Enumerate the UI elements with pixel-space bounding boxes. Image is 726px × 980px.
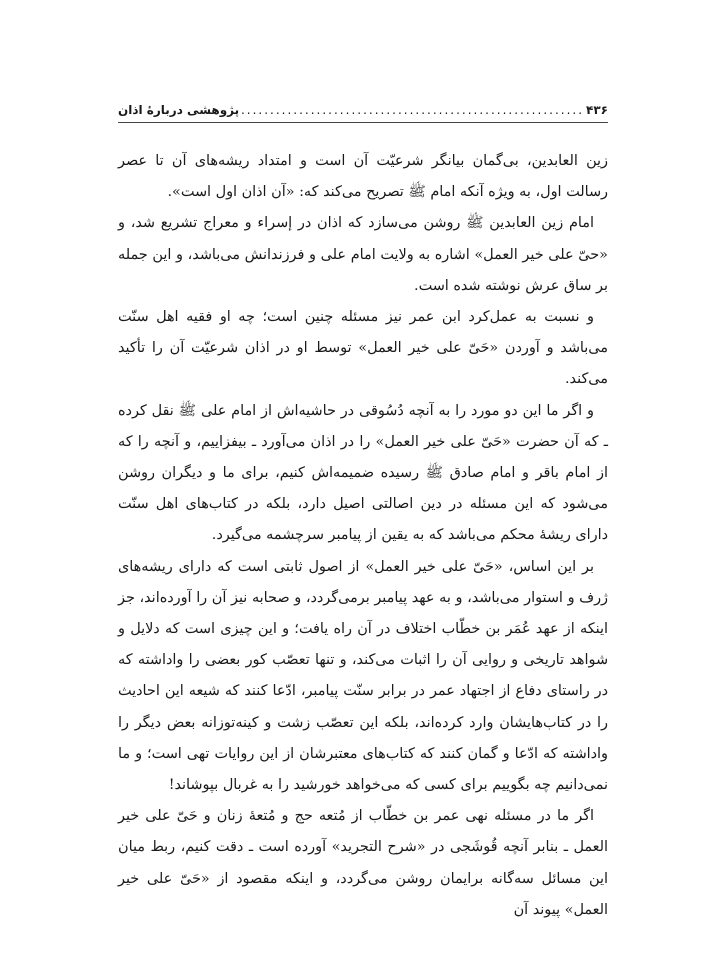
paragraph: و نسبت به عمل‌کرد ابن عمر نیز مسئله چنین است؛ چه او فقیه اهل سنّت می‌باشد و آوردن «حَیّ علی خیر العمل» توسط او در اذان شرعیّت آن را تأکید می‌کند. <box>118 309 608 388</box>
page-number: ۴۳۶ <box>586 103 608 117</box>
paragraph: بر این اساس، «حَیّ علی خیر العمل» از اصول ثابتی است که دارای ریشه‌های ژرف و استوار می‌باشد، و به عهد پیامبر برمی‌گردد، و صحابه نیز آن را آورده‌اند، جز اینکه از عهد عُمَر بن خطّاب اختلاف در آن راه یافت؛ و این چیزی است که دلایل و شواهد تاریخی و روایی آن را اثبات می‌کند، و تنها تعصّب کور بعضی را واداشته که در راستای دفاع از اجتهاد عمر در برابر سنّت پیامبر، ادّعا کنند که شیعه این احادیث را در کتاب‌هایشان وارد کرده‌اند، بلکه این تعصّب زشت و کینه‌توزانه بعض دیگر را واداشته که ادّعا و گمان کنند که کتاب‌های معتبرشان از این روایات تهی است؛ و ما نمی‌دانیم چه بگوییم برای کسی که می‌خواهد خورشید را به غربال بپوشاند! <box>118 558 608 794</box>
body-text <box>118 146 608 926</box>
running-header <box>118 103 608 117</box>
paragraph: اگر ما در مسئله نهی عمر بن خطّاب از مُتعه حج و مُتعهٔ زنان و حَیّ علی خیر العمل ـ بنابر آنچه قُوشَجی در «شرح التجرید» آورده است ـ دقت کنیم، ربط میان این مسائل سه‌گانه برایمان روشن می‌گردد، و اینکه مقصود از «حَیّ علی خیر العمل» پیوند آن <box>118 808 608 918</box>
running-title: پژوهشی دربارهٔ اذان <box>118 103 240 117</box>
paragraph: زین العابدین، بی‌گمان بیانگر شرعیّت آن است و امتداد ریشه‌های آن تا عصر رسالت اول، به ویژه آنکه امام ﷺ تصریح می‌کند که: «آن اذان اول است». <box>118 153 608 201</box>
header-rule <box>118 122 608 123</box>
paragraph: امام زین العابدین ﷺ روشن می‌سازد که اذان در إسراء و معراج تشریع شد، و «حیّ علی خیر العمل» اشاره به ولایت امام علی و فرزندانش می‌باشد، و این جمله بر ساق عرش نوشته شده است. <box>118 215 608 294</box>
leader-dots <box>241 103 584 117</box>
paragraph: و اگر ما این دو مورد را به آنچه دُسُوقی در حاشیه‌اش از امام علی ﷺ نقل کرده ـ که آن حضرت «حَیّ علی خیر العمل» را در اذان می‌آورد ـ بیفزاییم، و آنچه را که از امام باقر و امام صادق ﷺ رسیده ضمیمه‌اش کنیم، برای ما و دیگران روشن می‌شود که این مسئله در دین اصالتی اصیل دارد، بلکه در کتاب‌های اهل سنّت دارای ریشهٔ محکم می‌باشد که به یقین از پیامبر سرچشمه می‌گیرد. <box>118 402 608 544</box>
